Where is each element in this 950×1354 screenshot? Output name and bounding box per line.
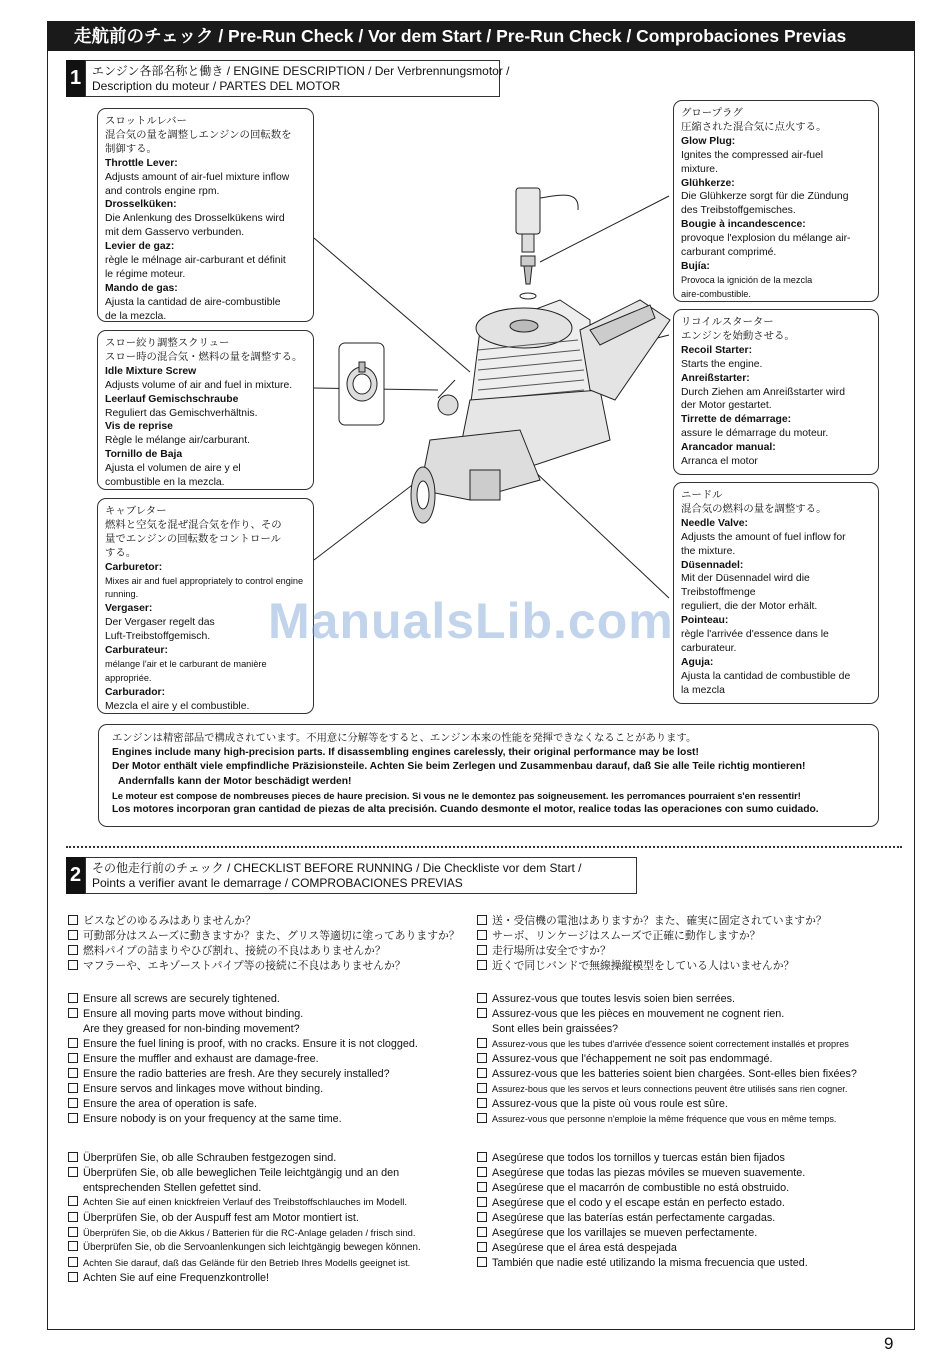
carb-jp-text2: 量でエンジンの回転数をコントロール	[105, 533, 281, 545]
page-header: 走航前のチェック / Pre-Run Check / Vor dem Start / Pre-Run Check / Comprobaciones Previas	[47, 21, 915, 51]
checkbox[interactable]	[68, 930, 78, 940]
checkbox[interactable]	[68, 1241, 78, 1251]
checklist-item: Achten Sie auf einen knickfreien Verlauf des Treibstoffschlauches im Modell.	[68, 1196, 421, 1211]
glow-de-text2: des Treibstoffgemisches.	[681, 205, 796, 217]
checkbox[interactable]	[477, 1068, 487, 1078]
carb-es-text: Mezcla el aire y el combustible.	[105, 700, 250, 712]
carb-en-text1: Mixes air and fuel appropriately to control engine	[105, 575, 304, 586]
checklist-item: Asegúrese que las baterías están perfectamente cargadas.	[477, 1211, 808, 1226]
recoil-de-text2: der Motor gestartet.	[681, 400, 772, 412]
idle-fr-title: Vis de reprise	[105, 421, 173, 433]
page-number: 9	[884, 1334, 894, 1353]
throttle-jp-text1: 混合気の量を調整しエンジンの回転数を	[105, 129, 292, 141]
checklist-item: 走行場所は安全ですか？	[477, 944, 827, 959]
idle-fr-text: Règle le mélange air/carburant.	[105, 435, 250, 447]
glow-de-title: Glühkerze:	[681, 177, 735, 189]
checklist-item-continuation: entsprechenden Stellen gefettet sind.	[83, 1181, 262, 1194]
checklist-item: Assurez-vous que les tubes d'arrivée d'essence soient correctement installés et propres	[477, 1037, 857, 1052]
checkbox[interactable]	[68, 915, 78, 925]
checkbox[interactable]	[477, 1083, 487, 1093]
checkbox[interactable]	[68, 1212, 78, 1222]
checkbox[interactable]	[68, 1196, 78, 1206]
carb-de-text1: Der Vergaser regelt das	[105, 617, 215, 629]
checklist-item: Asegúrese que el macarrón de combustible no está obstruido.	[477, 1181, 808, 1196]
checklist-english	[68, 992, 418, 1127]
checkbox[interactable]	[477, 1242, 487, 1252]
checkbox[interactable]	[477, 1227, 487, 1237]
warning-de-line1: Der Motor enthält viele empfindliche Präzisionsteile. Achten Sie beim Zerlegen und Zusammenbau darauf, daß Sie alle Teile richtig montieren!	[112, 761, 806, 773]
glow-es-title: Bujía:	[681, 260, 710, 272]
checkbox[interactable]	[477, 1167, 487, 1177]
needle-jp-title: ニードル	[681, 490, 723, 501]
throttle-en-text2: and controls engine rpm.	[105, 185, 220, 197]
checklist-item: Überprüfen Sie, ob die Akkus / Batterien für die RC-Anlage geladen / frisch sind.	[68, 1226, 421, 1241]
needle-de-text1: Mit der Düsennadel wird die	[681, 573, 810, 585]
checklist-item: Asegúrese que el área está despejada	[477, 1241, 808, 1256]
checklist-french	[477, 992, 857, 1127]
checkbox[interactable]	[68, 945, 78, 955]
checklist-item: Asegúrese que todas las piezas móviles se mueven suavemente.	[477, 1166, 808, 1181]
checklist-german	[68, 1151, 421, 1286]
section1-title-line1: エンジン各部名称と働き / ENGINE DESCRIPTION / Der Verbrennungsmotor /	[92, 64, 510, 78]
glow-plug-callout	[673, 100, 879, 302]
recoil-de-text1: Durch Ziehen am Anreißstarter wird	[681, 386, 845, 398]
checklist-item: Überprüfen Sie, ob die Servoanlenkungen sich leichtgängig bewegen können.	[68, 1241, 421, 1256]
checkbox[interactable]	[68, 1008, 78, 1018]
checkbox[interactable]	[477, 915, 487, 925]
checklist-item: Ensure nobody is on your frequency at the same time.	[68, 1112, 418, 1127]
checklist-item: Ensure the muffler and exhaust are damage-free.	[68, 1052, 418, 1067]
checklist-item: 近くで同じバンドで無線操縦模型をしている人はいませんか？	[477, 959, 827, 974]
warning-fr: Le moteur est compose de nombreuses pieces de haure precision. Si vous ne le demontez pas soigneusement. les perromances pourraient s'en ressentir!	[112, 789, 801, 801]
throttle-fr-text2: le régime moteur.	[105, 268, 186, 280]
recoil-es-text: Arranca el motor	[681, 456, 758, 468]
section2-title-line2: Points a verifier avant le demarrage / COMPROBACIONES PREVIAS	[92, 876, 463, 890]
checkbox[interactable]	[68, 1038, 78, 1048]
needle-es-text2: la mezcla	[681, 684, 725, 696]
recoil-de-title: Anreißstarter:	[681, 372, 750, 384]
needle-fr-text2: carburateur.	[681, 642, 737, 654]
checklist-item: Assurez-vous que la piste où vous roule est sûre.	[477, 1097, 857, 1112]
checklist-item: 送・受信機の電池はありますか？また、確実に固定されていますか？	[477, 914, 827, 929]
checklist-item: Assurez-vous que personne n'emploie la même fréquence que vous en même temps.	[477, 1112, 857, 1127]
carb-fr-title: Carburateur:	[105, 645, 168, 657]
checklist-item: Achten Sie auf eine Frequenzkontrolle!	[68, 1271, 421, 1286]
checkbox[interactable]	[477, 1113, 487, 1123]
watermark: ManualsLib.com	[268, 593, 674, 649]
carb-jp-title: キャブレター	[105, 506, 167, 517]
recoil-en-title: Recoil Starter:	[681, 344, 753, 356]
checklist-item: También que nadie esté utilizando la misma frecuencia que usted.	[477, 1256, 808, 1271]
engine-body-drawing	[411, 300, 670, 523]
checklist-item: Asegúrese que todos los tornillos y tuercas están bien fijados	[477, 1151, 808, 1166]
checkbox[interactable]	[477, 1098, 487, 1108]
carb-jp-text1: 燃料と空気を混ぜ混合気を作り、その	[105, 519, 282, 531]
idle-jp-title: スロー絞り調整スクリュー	[105, 338, 230, 349]
recoil-en-text: Starts the engine.	[681, 358, 763, 370]
recoil-fr-title: Tirrette de démarrage:	[681, 414, 792, 426]
checklist-spanish	[477, 1151, 808, 1271]
needle-en-text2: the mixture.	[681, 545, 736, 557]
throttle-en-text1: Adjusts amount of air-fuel mixture inflow	[105, 171, 290, 183]
throttle-fr-text1: règle le mélnage air-carburant et définit	[105, 255, 286, 267]
throttle-es-title: Mando de gas:	[105, 282, 178, 294]
glow-de-text1: Die Glühkerze sorgt für die Zündung	[681, 191, 849, 203]
checklist-item: Assurez-vous que l'échappement ne soit pas endommagé.	[477, 1052, 857, 1067]
checkbox[interactable]	[68, 1083, 78, 1093]
needle-valve-callout	[673, 482, 879, 704]
checklist-item: 燃料パイプの詰まりやひび割れ、接続の不良はありませんか？	[68, 944, 460, 959]
warning-es: Los motores incorporan gran cantidad de piezas de alta precisión. Cuando desmonte el motor, realice todas las operaciones con sumo cuidado.	[112, 804, 819, 816]
carb-en-title: Carburetor:	[105, 561, 163, 573]
checklist-item: ビスなどのゆるみはありませんか？	[68, 914, 460, 929]
glow-jp-title: グロープラグ	[681, 108, 743, 119]
needle-de-text3: reguliert, die der Motor erhält.	[681, 601, 818, 613]
checkbox[interactable]	[68, 1227, 78, 1237]
checklist-item: マフラーや、エキゾーストパイプ等の接続に不良はありませんか？	[68, 959, 460, 974]
needle-en-text1: Adjusts the amount of fuel inflow for	[681, 531, 846, 543]
throttle-lever-callout	[97, 108, 314, 322]
carb-de-text2: Luft-Treibstoffgemisch.	[105, 631, 211, 643]
checkbox[interactable]	[68, 1272, 78, 1282]
checklist-item: Ensure all moving parts move without binding.	[68, 1007, 418, 1022]
checkbox[interactable]	[68, 1098, 78, 1108]
glow-fr-text2: carburant comprimé.	[681, 247, 777, 259]
carb-en-text2: running.	[105, 589, 139, 600]
recoil-fr-text: assure le démarrage du moteur.	[681, 428, 829, 440]
checklist-item: 可動部分はスムーズに動きますか？また、グリス等適切に塗ってありますか？	[68, 929, 460, 944]
throttle-leader	[314, 238, 470, 372]
section1-number: 1	[66, 60, 85, 97]
checklist-item: Überprüfen Sie, ob der Auspuff fest am Motor montiert ist.	[68, 1211, 421, 1226]
checklist-item-continuation: Sont elles bein graissées?	[492, 1022, 619, 1035]
needle-es-text1: Ajusta la cantidad de combustible de	[681, 670, 851, 682]
idle-de-text: Reguliert das Gemischverhältnis.	[105, 407, 258, 419]
throttle-de-title: Drosselküken:	[105, 199, 177, 211]
glow-en-text2: mixture.	[681, 163, 718, 175]
checkbox[interactable]	[68, 1113, 78, 1123]
checkbox[interactable]	[477, 1257, 487, 1267]
glow-es-text2: aire-combustible.	[681, 288, 751, 299]
glow-es-text1: Provoca la ignición de la mezcla	[681, 274, 813, 285]
checkbox[interactable]	[477, 1152, 487, 1162]
throttle-jp-title: スロットルレバー	[105, 116, 187, 127]
throttle-fr-title: Levier de gaz:	[105, 241, 175, 253]
needle-jp-text: 混合気の燃料の量を調整する。	[681, 503, 827, 515]
section2-title	[85, 857, 637, 894]
throttle-de-text2: mit dem Gasservo verbunden.	[105, 227, 245, 239]
throttle-es-text2: de la mezcla.	[105, 310, 167, 322]
needle-de-title: Düsennadel:	[681, 559, 744, 571]
checkbox[interactable]	[68, 1152, 78, 1162]
checkbox[interactable]	[68, 1068, 78, 1078]
idle-jp-text: スロー時の混合気・燃料の量を調整する。	[105, 351, 303, 363]
checkbox[interactable]	[477, 1008, 487, 1018]
checkbox[interactable]	[68, 1257, 78, 1267]
glow-plug-drawing	[516, 188, 578, 299]
checklist-item: Achten Sie darauf, daß das Gelände für den Betrieb Ihres Modells geeignet ist.	[68, 1256, 421, 1271]
needle-fr-title: Pointeau:	[681, 615, 729, 627]
carb-fr-text2: appropriée.	[105, 672, 152, 683]
idle-es-title: Tornillo de Baja	[105, 449, 183, 461]
checklist-item: Ensure the area of operation is safe.	[68, 1097, 418, 1112]
needle-es-title: Aguja:	[681, 656, 714, 668]
checkbox[interactable]	[68, 1053, 78, 1063]
idle-en-title: Idle Mixture Screw	[105, 365, 197, 377]
checkbox[interactable]	[68, 1167, 78, 1177]
recoil-es-title: Arancador manual:	[681, 442, 776, 454]
carb-es-title: Carburador:	[105, 686, 166, 698]
warning-en: Engines include many high-precision parts. If disassembling engines carelessly, their original performance may be lost!	[112, 747, 699, 759]
throttle-es-text1: Ajusta la cantidad de aire-combustible	[105, 296, 281, 308]
checkbox[interactable]	[68, 960, 78, 970]
section1-title-line2: Description du moteur / PARTES DEL MOTOR	[92, 79, 341, 93]
checkbox[interactable]	[477, 993, 487, 1003]
glow-fr-title: Bougie à incandescence:	[681, 219, 806, 231]
recoil-starter-callout	[673, 309, 879, 475]
recoil-jp-text: エンジンを始動させる。	[681, 330, 795, 342]
glow-leader	[540, 196, 669, 262]
recoil-jp-title: リコイルスターター	[681, 317, 774, 328]
idle-screw-inset	[339, 343, 384, 425]
glow-fr-text1: provoque l'explosion du mélange air-	[681, 233, 851, 245]
checkbox[interactable]	[477, 960, 487, 970]
throttle-en-title: Throttle Lever:	[105, 157, 178, 169]
checklist-item: Assurez-vous que les pièces en mouvement ne cognent rien.	[477, 1007, 857, 1022]
checklist-item: Assurez-vous que les batteries soient bien chargées. Sont-elles bien fixées?	[477, 1067, 857, 1082]
throttle-jp-text2: 制御する。	[105, 143, 157, 155]
checklist-item: Überprüfen Sie, ob alle Schrauben festgezogen sind.	[68, 1151, 421, 1166]
checklist-item: Ensure the radio batteries are fresh. Are they securely installed?	[68, 1067, 418, 1082]
checklist-item: Assurez-vous que toutes lesvis soien bien serrées.	[477, 992, 857, 1007]
checkbox[interactable]	[477, 1182, 487, 1192]
checklist-item: Assurez-bous que les servos et leurs connections peuvent être utilisés sans rien cogner.	[477, 1082, 857, 1097]
glow-en-title: Glow Plug:	[681, 135, 736, 147]
idle-screw-callout	[97, 330, 314, 490]
needle-fr-text1: règle l'arrivée d'essence dans le	[681, 629, 829, 641]
checkbox[interactable]	[477, 1038, 487, 1048]
checkbox[interactable]	[477, 1197, 487, 1207]
carb-jp-text3: する。	[105, 547, 137, 559]
warning-jp: エンジンは精密部品で構成されています。不用意に分解等をすると、エンジン本来の性能を発揮できなくなることがあります。	[112, 733, 697, 744]
checklist-item: Ensure the fuel lining is proof, with no cracks. Ensure it is not clogged.	[68, 1037, 418, 1052]
section2-number: 2	[66, 857, 85, 894]
checklist-japanese-right	[477, 914, 827, 974]
checklist-item: Asegúrese que el codo y el escape están en perfecto estado.	[477, 1196, 808, 1211]
checklist-item: Ensure servos and linkages move without binding.	[68, 1082, 418, 1097]
checkbox[interactable]	[477, 1053, 487, 1063]
section2-title-line1: その他走行前のチェック / CHECKLIST BEFORE RUNNING / Die Checkliste vor dem Start /	[92, 861, 582, 875]
checklist-item: Asegúrese que los varillajes se mueven perfectamente.	[477, 1226, 808, 1241]
checklist-item: Überprüfen Sie, ob alle beweglichen Teile leichtgängig und an den	[68, 1166, 421, 1181]
checkbox[interactable]	[477, 1212, 487, 1222]
checkbox[interactable]	[477, 930, 487, 940]
needle-de-text2: Treibstoffmenge	[681, 587, 756, 599]
precision-parts-warning	[98, 724, 879, 827]
dotted-divider	[66, 846, 902, 848]
warning-de-line2: Andernfalls kann der Motor beschädigt werden!	[118, 775, 352, 787]
throttle-de-text1: Die Anlenkung des Drosselkükens wird	[105, 213, 285, 225]
carb-de-title: Vergaser:	[105, 603, 153, 615]
checklist-item: サーボ、リンケージはスムーズで正確に動作しますか？	[477, 929, 827, 944]
idle-en-text: Adjusts volume of air and fuel in mixture.	[105, 379, 293, 391]
needle-en-title: Needle Valve:	[681, 517, 749, 529]
checklist-item: Ensure all screws are securely tightened.	[68, 992, 418, 1007]
checklist-item-continuation: Are they greased for non-binding movement?	[83, 1022, 300, 1035]
checkbox[interactable]	[477, 945, 487, 955]
glow-jp-text: 圧縮された混合気に点火する。	[681, 121, 827, 133]
idle-de-title: Leerlauf Gemischschraube	[105, 393, 239, 405]
idle-es-text2: combustible en la mezcla.	[105, 477, 225, 489]
glow-en-text1: Ignites the compressed air-fuel	[681, 149, 824, 161]
checkbox[interactable]	[68, 993, 78, 1003]
idle-es-text1: Ajusta el volumen de aire y el	[105, 463, 241, 475]
checklist-japanese-left	[68, 914, 460, 974]
carb-fr-text1: mélange l'air et le carburant de manière	[105, 658, 267, 669]
